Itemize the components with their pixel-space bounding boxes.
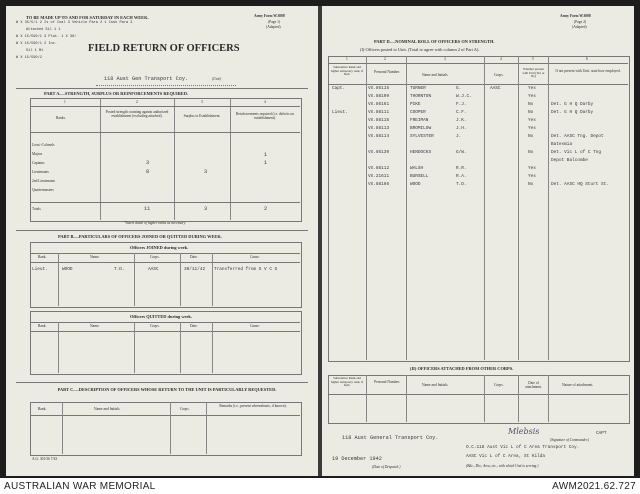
signature-rank: CAPT (596, 431, 607, 436)
header-notice: TO BE MADE UP TO AND FOR SATURDAY IN EACH WEEK. (26, 15, 149, 20)
roll-number: VX.88112 (368, 166, 390, 171)
roll-number: VX.88115 (368, 118, 390, 123)
col-header: Nature of attachment. (562, 383, 594, 387)
margin-note: W X 15/590/2 (16, 56, 42, 60)
col-header: Date. (190, 324, 198, 328)
row-divider (30, 132, 300, 133)
lieutenants-surplus: 3 (204, 169, 208, 175)
roll-initials: J. (456, 134, 462, 139)
row-divider (30, 106, 300, 107)
quitted-title: Officers QUITTED during week. (130, 314, 192, 319)
col-divider (206, 402, 207, 454)
col-divider (134, 253, 135, 306)
captains-posted: 3 (146, 160, 150, 166)
archive-name: AUSTRALIAN WAR MEMORIAL (4, 481, 156, 492)
joined-cause: Transferred from 5 V C G (214, 267, 278, 272)
part-c-table (30, 402, 302, 456)
army-form-page: (Page 2) (574, 20, 587, 24)
col-header: Substantive Rank and higher temporary rank, if held. (330, 65, 364, 77)
unit-underline (96, 85, 236, 86)
col-number: 4 (500, 57, 502, 61)
roll-number: VX.85115 (368, 86, 390, 91)
part-a-title: PART A.—STRENGTH, SURPLUS OR REINFORCEMENTS REQUIRED. (44, 91, 189, 96)
col-divider (518, 56, 519, 360)
rule (16, 382, 308, 383)
row-divider (30, 262, 300, 263)
roll-employed: Det. G H Q Darby (551, 110, 594, 115)
roll-name: BURSELL (410, 174, 429, 179)
rank-label: 2nd Lieutenants (32, 179, 56, 183)
col-header: Personal Number. (374, 380, 400, 384)
col-number: 5 (532, 57, 534, 61)
col-number: 3 (444, 57, 446, 61)
roll-present: No (528, 150, 534, 155)
joined-date: 30/11/42 (184, 267, 206, 272)
col-header: Corps. (494, 73, 504, 77)
lieutenants-posted: 8 (146, 169, 150, 175)
row-divider (328, 394, 628, 395)
roll-employed: Batesmia (551, 142, 573, 147)
despatch-date: 19 December 1942 (332, 456, 382, 462)
col-header: Rank. (38, 255, 47, 259)
col-header: Cause. (250, 255, 260, 259)
roll-name: FREIMAN (410, 118, 429, 123)
roll-present: No (528, 102, 534, 107)
col-divider (484, 56, 485, 360)
row-divider (30, 202, 300, 203)
roll-present: Yes (528, 174, 536, 179)
roll-name: SYLVESTER (410, 134, 434, 139)
army-form-number: Army Form W.3008 (560, 14, 591, 18)
row-divider (30, 331, 300, 332)
joined-name: WOOD (62, 267, 73, 272)
roll-initials: G. (456, 86, 462, 91)
roll-present: Yes (528, 94, 536, 99)
col-header: Date of attachment. (525, 381, 542, 390)
roll-name: TURNER (410, 86, 426, 91)
col-divider (484, 375, 485, 422)
col-header: Date. (190, 255, 198, 259)
col-divider (406, 56, 407, 360)
majors-reinforcements: 1 (264, 152, 268, 158)
col-header: Name. (90, 324, 100, 328)
col-number: 3 (201, 100, 203, 104)
row-divider (30, 253, 300, 254)
col-header: Name and Initials. (422, 73, 449, 77)
despatch-date-label: (Date of Despatch.) (372, 465, 401, 469)
roll-initials: J.K. (456, 118, 467, 123)
rank-label: Majors (32, 152, 43, 156)
footnote: *Insert detail of higher ranks as necessary (124, 221, 186, 225)
roll-initials: J.H. (456, 126, 467, 131)
total-reinforcements: 2 (264, 206, 268, 212)
form-title: FIELD RETURN OF OFFICERS (88, 43, 240, 54)
row-divider (30, 415, 300, 416)
roll-initials: W.J.C. (456, 94, 472, 99)
total-surplus: 3 (204, 206, 208, 212)
army-form-adapted: (Adapted) (266, 25, 281, 29)
col-header: Cause. (250, 324, 260, 328)
col-number: 2 (136, 100, 138, 104)
roll-number: VX.88113 (368, 126, 390, 131)
roll-employed: Det. AASC HQ Sturt St. (551, 182, 609, 187)
col-header-posted: Posted strength counting against authorized establishment (excluding attached). (105, 110, 169, 119)
col-header: Corps. (150, 255, 160, 259)
col-header: Substantive Rank and higher temporary rank, if held. (330, 376, 364, 388)
col-header: Personal Number. (374, 70, 400, 74)
roll-number: VX.85130 (368, 150, 390, 155)
roll-name: WALSH (410, 166, 424, 171)
roll-number: VX.86161 (368, 102, 390, 107)
roll-initials: G/W. (456, 150, 467, 155)
joined-rank: Lieut. (32, 267, 48, 272)
col-divider (212, 253, 213, 306)
joined-corps: AASC (148, 267, 159, 272)
col-divider (548, 56, 549, 360)
roll-number: VX.88114 (368, 134, 390, 139)
roll-employed: Det. Vic L of C Tng (551, 150, 602, 155)
rule (16, 88, 308, 89)
col-header: Corps. (180, 407, 190, 411)
margin-note: Sil 1 Mi (26, 49, 44, 53)
roll-employed: Det. AASC Tng. Depot (551, 134, 604, 139)
col-divider (62, 402, 63, 454)
roll-name: HENDOCKS (410, 150, 432, 155)
col-header: Corps. (150, 324, 160, 328)
row-divider (30, 322, 300, 323)
margin-note: W X 15/590/1 2 Inc. (16, 42, 57, 46)
totals-label: Totals (32, 207, 41, 211)
roll-initials: T.D. (456, 182, 467, 187)
col-header: Name and Initials. (422, 383, 449, 387)
oc-line: O.C.118 Aust Vic L of C Area Transport Coy. (466, 445, 580, 450)
roll-initials: F.J. (456, 102, 467, 107)
col-number: 1 (64, 100, 66, 104)
roll-employed: Det. G H Q Darby (551, 102, 594, 107)
part-d-title: PART D.—NOMINAL ROLL OF OFFICERS ON STRENGTH. (374, 39, 495, 44)
roll-present: No (528, 134, 534, 139)
roll-employed: Depot Balcombe (551, 158, 588, 163)
col-header: Name and Initials. (94, 407, 121, 411)
captains-reinforcements: 1 (264, 160, 268, 166)
col-divider (366, 56, 367, 360)
roll-rank: Capt. (332, 86, 346, 91)
roll-rank: Lieut. (332, 110, 348, 115)
army-form-adapted: (Adapted) (572, 25, 587, 29)
roll-initials: R.R. (456, 166, 467, 171)
section-ii-title: (II) OFFICERS ATTACHED FROM OTHER CORPS. (410, 366, 514, 371)
army-form-page: (Page 1) (268, 20, 281, 24)
right-page (322, 6, 634, 476)
col-divider (366, 375, 367, 422)
part-b-title: PART B.—PARTICULARS OF OFFICERS JOINED OR QUITTED DURING WEEK. (58, 234, 222, 239)
col-header: Remarks (i.e., present whereabouts, if known). (219, 404, 287, 408)
col-divider (180, 322, 181, 373)
col-header: Rank. (38, 407, 47, 411)
archive-footer (0, 478, 640, 494)
col-header: Rank. (38, 324, 47, 328)
col-divider (212, 322, 213, 373)
total-posted: 11 (144, 206, 151, 212)
col-number: 1 (346, 57, 348, 61)
roll-present: No (528, 110, 534, 115)
col-header-ranks: Ranks. (56, 116, 66, 120)
printer-mark: A.G. 301/36 7/43 (32, 457, 58, 461)
unit-label: (Unit) (212, 77, 221, 81)
roll-present: Yes (528, 126, 536, 131)
rank-label: Captains (32, 161, 45, 165)
col-number: 2 (384, 57, 386, 61)
roll-number: VX.21611 (368, 174, 390, 179)
rank-label: Lieutenants (32, 170, 49, 174)
col-header: If not present with Unit, state how employed. (555, 69, 621, 73)
part-c-title: PART C.—DESCRIPTION OF OFFICERS WHOSE RETURN TO THE UNIT IS PARTICULARLY REQUESTED. (57, 387, 277, 392)
section-i-title: (I) Officers posted to Unit. (Total to agree with column 2 of Part A). (360, 47, 480, 52)
roll-number: VX.88111 (368, 110, 390, 115)
unit-name: 118 Aust General Transport Coy. (342, 435, 439, 441)
col-header-reinforcements: Reinforcements required (i.e. deficits on establishment). (235, 112, 295, 121)
army-form-number: Army Form W.3008 (254, 14, 285, 18)
roll-present: Yes (528, 118, 536, 123)
row-divider (328, 63, 628, 64)
col-divider (548, 375, 549, 422)
station-label: (Bde., Div., Area, etc., with which Unit is serving.) (466, 464, 539, 468)
col-number: 6 (586, 57, 588, 61)
joined-title: Officers JOINED during week. (130, 245, 189, 250)
col-divider (518, 375, 519, 422)
roll-name: THORNTON (410, 94, 432, 99)
roll-name: WOOD (410, 182, 421, 187)
roll-corps: AASC (490, 86, 501, 91)
margin-note: W X 15/590/1 3 Plat. 1 X 36/ (16, 35, 77, 39)
left-page (6, 6, 318, 476)
col-number: 4 (264, 100, 266, 104)
roll-initials: C.F. (456, 110, 467, 115)
signature-label: (Signature of Commander.) (550, 438, 590, 442)
margin-note: W X 35/5/1 2 Is of Coal 3 Vehicle Para 2 1 Cook Para 3 (16, 21, 133, 25)
signature: Mlebsis (508, 427, 540, 436)
joined-table (30, 242, 302, 308)
joined-initials: T.D. (114, 267, 125, 272)
station-line: AASC Vic L of C Area, St Kilda (466, 454, 546, 459)
col-divider (58, 253, 59, 306)
roll-present: No (528, 182, 534, 187)
roll-name: COOPER (410, 110, 426, 115)
col-divider (58, 322, 59, 373)
roll-initials: R.A. (456, 174, 467, 179)
col-header-surplus: Surplus to Establishment. (183, 114, 221, 118)
col-header: Whether present with Unit (Yes or No) (522, 67, 545, 79)
roll-name: PIKE (410, 102, 421, 107)
roll-present: Yes (528, 166, 536, 171)
roll-number: VX.88109 (368, 94, 390, 99)
row-divider (328, 84, 628, 85)
roll-present: Yes (528, 86, 536, 91)
col-divider (406, 375, 407, 422)
col-divider (180, 253, 181, 306)
archive-accession-number: AWM2021.62.727 (552, 481, 636, 492)
col-divider (170, 402, 171, 454)
quitted-table (30, 311, 302, 375)
rule (16, 230, 308, 231)
col-divider (134, 322, 135, 373)
rank-label: Lieut.-Colonels (32, 143, 55, 147)
roll-number: VX.88166 (368, 182, 390, 187)
margin-note: Attached Sil 1 1 (26, 28, 61, 32)
rank-label: Quartermasters (32, 188, 54, 192)
roll-name: BROMILOW (410, 126, 432, 131)
col-header: Corps. (494, 383, 504, 387)
col-header: Name. (90, 255, 100, 259)
unit-name: 118 Aust Gen Transport Coy. (104, 76, 189, 82)
